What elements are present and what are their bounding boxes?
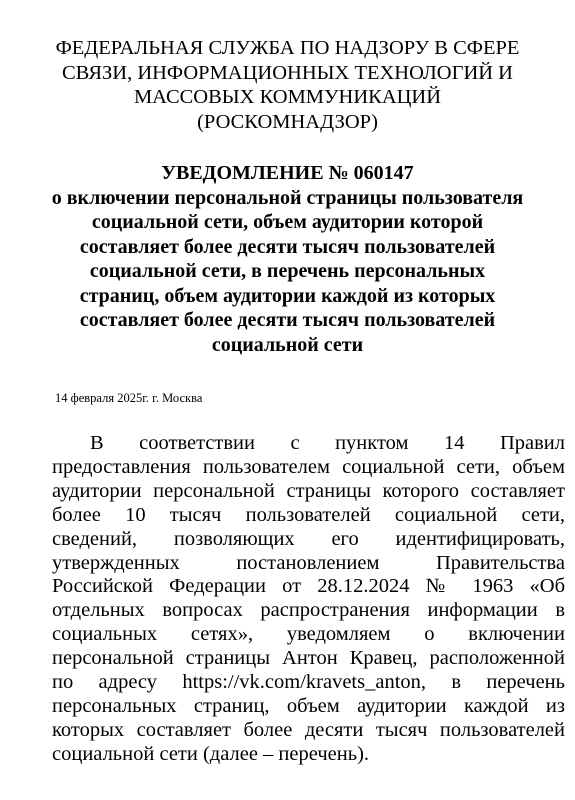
body-line: по адресу https://vk.com/kravets_anton, в перечень [52,671,565,694]
body-paragraph [52,432,565,767]
notice-subtitle-line: составляет более десяти тысяч пользователей [79,309,496,331]
body-line: предоставления пользователем социальной сети, объем [52,455,565,478]
body-line: утвержденных постановлением Правительства [52,551,565,574]
body-line: социальной сети (далее – перечень). [52,742,370,765]
body-line: В соответствии с пунктом 14 Правил [90,432,565,454]
notice-subtitle-line: социальной сети, в перечень персональных [89,260,486,282]
notice-subtitle-line: страниц, объем аудитории каждой из которых [79,284,496,307]
agency-line: СВЯЗИ, ИНФОРМАЦИОННЫХ ТЕХНОЛОГИЙ И [62,61,513,84]
body-line: сведений, позволяющих его идентифицировать, [52,527,565,550]
date-and-place: 14 февраля 2025г. г. Москва [55,391,203,405]
notice-subtitle-line: о включении персональной страницы пользователя [51,186,524,209]
body-line: отдельных вопросах распространения информации в [52,599,565,622]
body-line: аудитории персональной страницы которого составляет [52,479,565,502]
agency-name [30,36,545,134]
notice-subtitle-line: социальной сети [211,333,364,356]
agency-line: ФЕДЕРАЛЬНАЯ СЛУЖБА ПО НАДЗОРУ В СФЕРЕ [55,37,520,59]
body-line: персональной страницы Антон Кравец, расположенной [52,647,565,670]
notice-subtitle-line: составляет более десяти тысяч пользователей [79,235,496,258]
notice-number-title: УВЕДОМЛЕНИЕ № 060147 [161,162,414,184]
body-line: более 10 тысяч пользователей социальной сети, [52,503,565,526]
agency-abbreviation: (РОСКОМНАДЗОР) [197,110,378,133]
body-line: Российской Федерации от 28.12.2024 № 1963 «Об [52,575,565,598]
agency-line: МАССОВЫХ КОММУНИКАЦИЙ [133,86,442,108]
body-line: которых составляет более десяти тысяч пользователей [52,718,565,741]
notice-subtitle-line: социальной сети, объем аудитории которой [91,211,484,233]
body-line: персональных страниц, объем аудитории каждой из [52,694,565,717]
notice-heading [20,161,555,357]
body-line: социальных сетях», уведомляем о включении [52,623,565,646]
